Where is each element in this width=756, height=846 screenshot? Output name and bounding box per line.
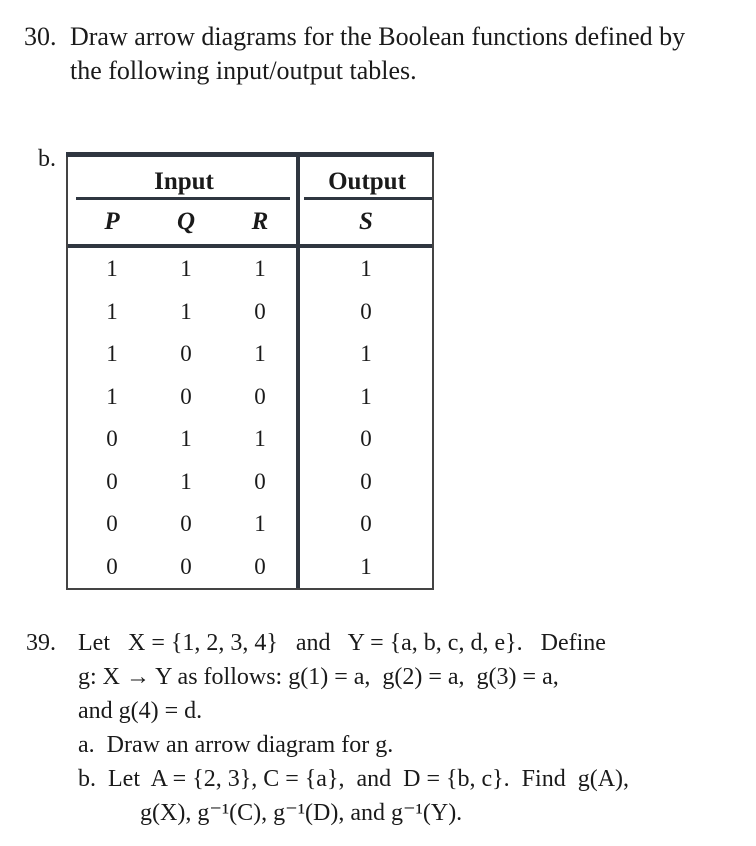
output-header: Output bbox=[328, 168, 406, 195]
cell-q: 1 bbox=[180, 298, 192, 324]
cell-q: 0 bbox=[180, 341, 192, 366]
cell-r: 1 bbox=[254, 256, 266, 281]
cell-r: 0 bbox=[254, 468, 266, 494]
cell-s: 0 bbox=[360, 426, 372, 451]
cell-p: 1 bbox=[106, 256, 118, 281]
cell-p: 0 bbox=[106, 511, 118, 536]
part-b-text-line-1: b. Let A = {2, 3}, C = {a}, and D = {b, c}. Find g(A), bbox=[78, 766, 630, 792]
cell-p: 0 bbox=[106, 553, 118, 579]
cell-q: 0 bbox=[180, 383, 192, 409]
problem-text-line-2: g: X → Y as follows: g(1) = a, g(2) = a, g(3) = a, bbox=[78, 664, 559, 690]
cell-s: 0 bbox=[360, 468, 372, 494]
column-header-rule bbox=[68, 244, 432, 248]
table-top-rule bbox=[66, 152, 434, 157]
cell-s: 1 bbox=[360, 383, 372, 409]
problem-39 bbox=[26, 626, 746, 830]
problem-text-line-2: the following input/output tables. bbox=[70, 56, 417, 85]
cell-s: 0 bbox=[360, 511, 372, 536]
problem-30 bbox=[24, 20, 685, 88]
problem-text-line-1: Let X = {1, 2, 3, 4} and Y = {a, b, c, d, e}. Define bbox=[78, 630, 606, 656]
cell-q: 1 bbox=[180, 426, 192, 451]
cell-s: 0 bbox=[360, 298, 372, 324]
column-header-p: P bbox=[104, 208, 120, 235]
cell-p: 0 bbox=[106, 426, 118, 451]
column-header-r: R bbox=[251, 208, 269, 235]
part-b-label: b. bbox=[38, 146, 56, 172]
cell-r: 0 bbox=[254, 553, 266, 579]
cell-p: 1 bbox=[106, 298, 118, 324]
cell-q: 0 bbox=[180, 511, 192, 536]
cell-q: 0 bbox=[180, 553, 192, 579]
problem-number: 39. bbox=[26, 630, 56, 656]
cell-p: 1 bbox=[106, 341, 118, 366]
input-output-divider bbox=[296, 157, 300, 588]
cell-r: 1 bbox=[254, 426, 266, 451]
part-a-text: a. Draw an arrow diagram for g. bbox=[78, 732, 394, 758]
cell-r: 0 bbox=[254, 383, 266, 409]
cell-s: 1 bbox=[360, 341, 372, 366]
truth-table bbox=[66, 152, 434, 590]
input-header-rule bbox=[76, 197, 290, 200]
part-b-text-line-2: g(X), g⁻¹(C), g⁻¹(D), and g⁻¹(Y). bbox=[140, 800, 463, 826]
cell-r: 1 bbox=[254, 341, 266, 366]
column-header-s: S bbox=[359, 208, 373, 235]
output-header-rule bbox=[304, 197, 432, 200]
cell-r: 0 bbox=[254, 298, 266, 324]
cell-q: 1 bbox=[180, 256, 192, 281]
cell-s: 1 bbox=[360, 553, 372, 579]
cell-s: 1 bbox=[360, 256, 372, 281]
problem-text-line-3: and g(4) = d. bbox=[78, 698, 203, 724]
problem-number: 30. bbox=[24, 22, 57, 51]
cell-p: 1 bbox=[106, 383, 118, 409]
problem-text-line-1: Draw arrow diagrams for the Boolean functions defined by bbox=[70, 22, 686, 51]
cell-q: 1 bbox=[180, 468, 192, 494]
column-header-q: Q bbox=[176, 208, 196, 235]
cell-r: 1 bbox=[254, 511, 266, 536]
cell-p: 0 bbox=[106, 468, 118, 494]
input-header: Input bbox=[154, 168, 214, 195]
